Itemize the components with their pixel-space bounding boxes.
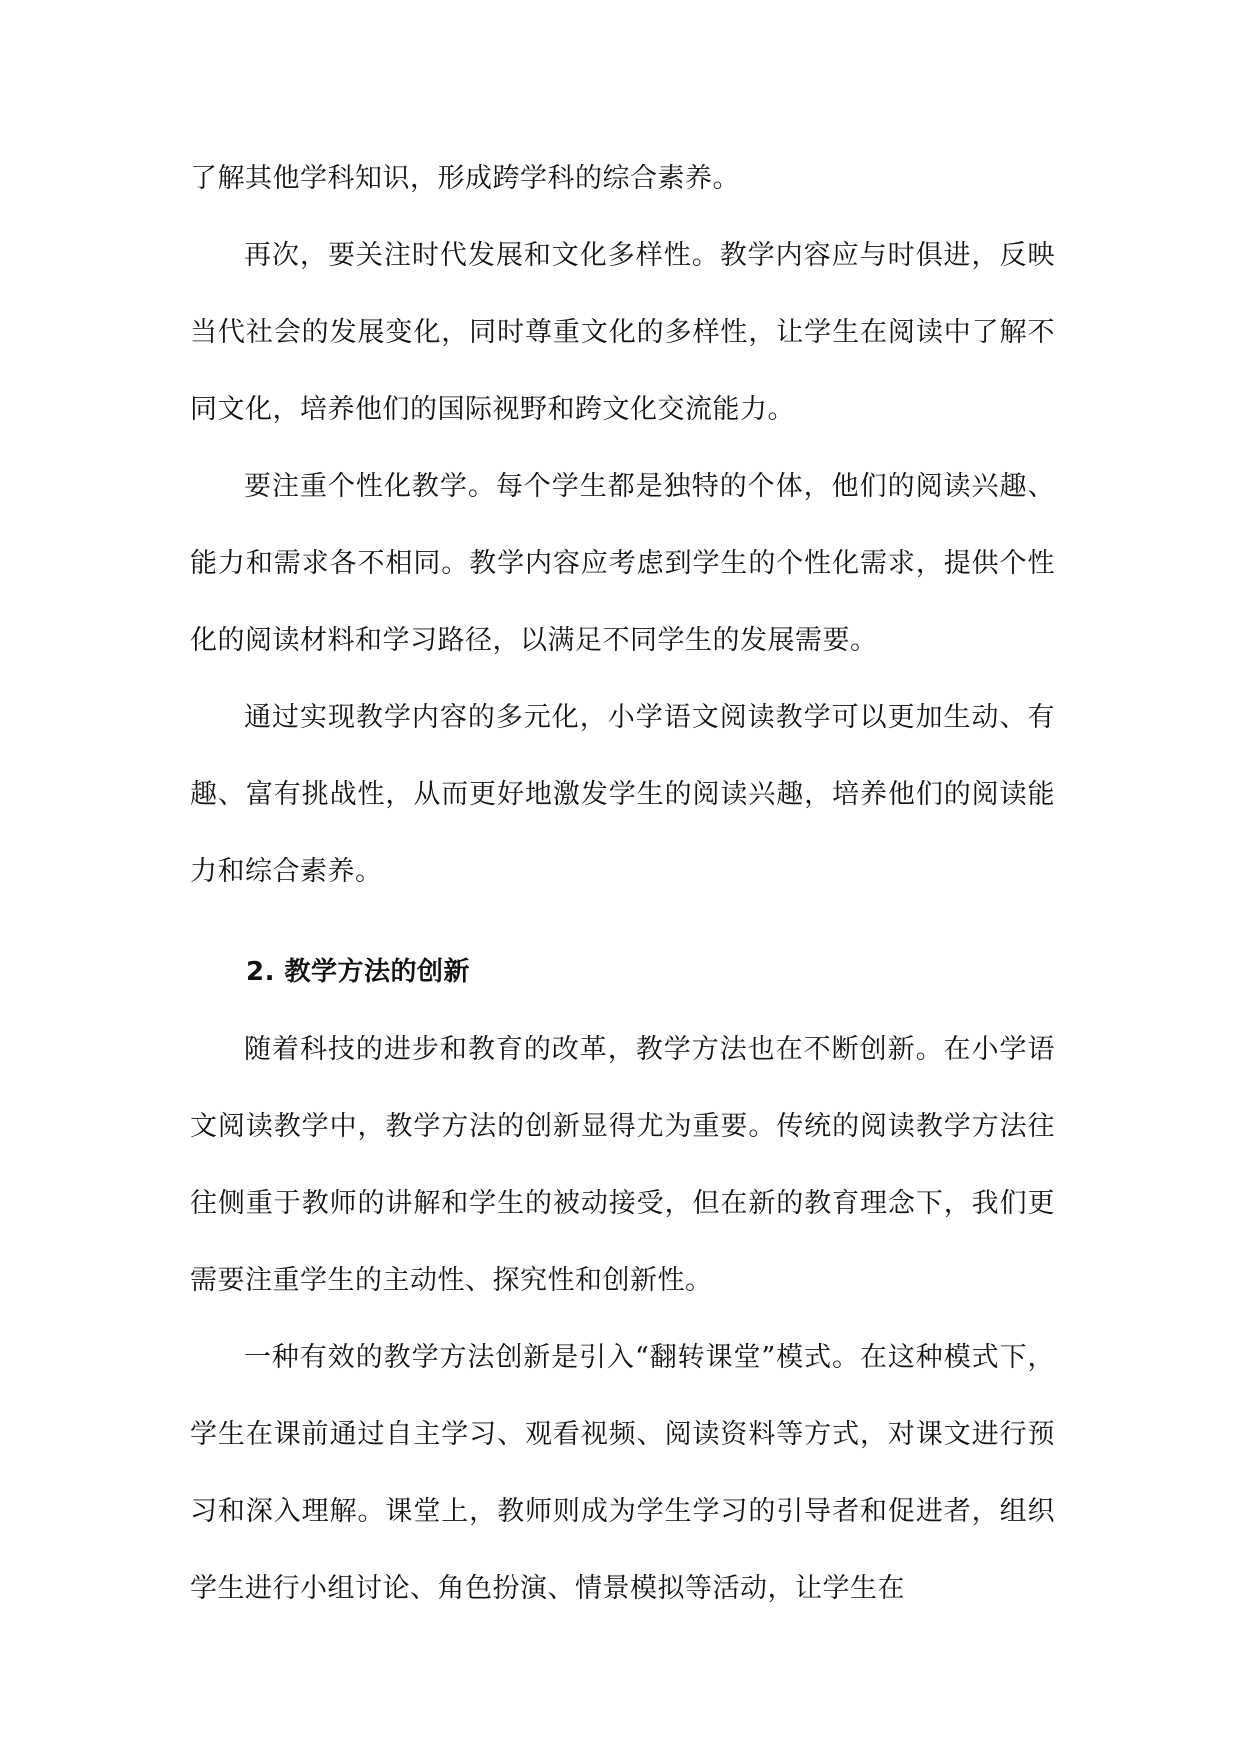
paragraph-method-innovation: 随着科技的进步和教育的改革，教学方法也在不断创新。在小学语文阅读教学中，教学方法的创新显得尤为重要。传统的阅读教学方法往往侧重于教师的讲解和学生的被动接受，但在新的教育理念下，我们更需要注重学生的主动性、探究性和创新性。 xyxy=(190,1034,1055,1296)
section-heading: 2. 教学方法的创新 xyxy=(246,957,471,987)
paragraph-cultural-diversity: 再次，要关注时代发展和文化多样性。教学内容应与时俱进，反映当代社会的发展变化，同时尊重文化的多样性，让学生在阅读中了解不同文化，培养他们的国际视野和跨文化交流能力。 xyxy=(190,240,1055,425)
paragraph-continuation: 了解其他学科知识，形成跨学科的综合素养。 xyxy=(190,163,740,194)
document-body xyxy=(190,140,1055,1627)
paragraph-diversified-content: 通过实现教学内容的多元化，小学语文阅读教学可以更加生动、有趣、富有挑战性，从而更好地激发学生的阅读兴趣，培养他们的阅读能力和综合素养。 xyxy=(190,702,1055,887)
paragraph-flipped-classroom: 一种有效的教学方法创新是引入“翻转课堂”模式。在这种模式下，学生在课前通过自主学习、观看视频、阅读资料等方式，对课文进行预习和深入理解。课堂上，教师则成为学生学习的引导者和促进者，组织学生进行小组讨论、角色扮演、情景模拟等活动，让学生在 xyxy=(190,1342,1055,1604)
paragraph-personalized-teaching: 要注重个性化教学。每个学生都是独特的个体，他们的阅读兴趣、能力和需求各不相同。教学内容应考虑到学生的个性化需求，提供个性化的阅读材料和学习路径，以满足不同学生的发展需要。 xyxy=(190,471,1055,656)
